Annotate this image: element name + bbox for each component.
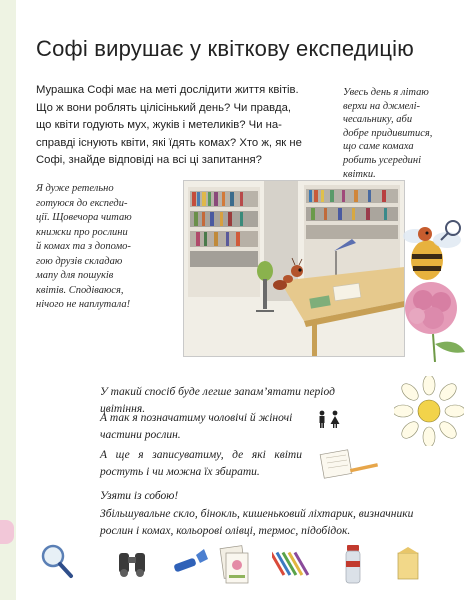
ant-note-line: й комах та з допомо- bbox=[36, 241, 131, 252]
clover-flower bbox=[405, 282, 465, 362]
take-along-list: Збільшувальне скло, бінокль, кишеньковий ліхтарик, визначники рослин і комах, кольорові олівці, термос, підобідок. bbox=[100, 508, 414, 537]
left-page-strip bbox=[0, 0, 16, 600]
flashlight-icon bbox=[170, 543, 210, 584]
notebook-pencil bbox=[318, 446, 380, 482]
magnifier-icon bbox=[40, 543, 74, 584]
ant-note-line: квітів. Сподіваюся, bbox=[36, 284, 124, 296]
bee-note bbox=[343, 86, 457, 181]
bee-note-line: верхи на джмелі- bbox=[343, 100, 421, 112]
lunchbox-icon bbox=[392, 543, 424, 588]
ant-note-line: ції. Щовечора читаю bbox=[36, 212, 132, 223]
binoculars-icon bbox=[114, 543, 150, 584]
page-title: Софі вирушає у квіткову експедицію bbox=[36, 36, 414, 61]
ant-note-line: нічого не наплутала! bbox=[36, 299, 131, 310]
library-illustration bbox=[183, 180, 405, 357]
ant-note-line: гою друзів складаю bbox=[36, 255, 123, 267]
intro-paragraph bbox=[36, 82, 321, 170]
flower-edge-mark bbox=[0, 520, 14, 544]
calendar-instruction: У такий спосіб буде легше запам’ятати період цвітіння. bbox=[100, 386, 335, 415]
intro-line: Мурашка Софі має на меті дослідити життя квітів. bbox=[36, 84, 299, 96]
flowering-calendar-icon bbox=[394, 376, 464, 451]
colored-pencils-icon bbox=[272, 543, 318, 590]
ant-note-line: мапу для пошуків bbox=[36, 270, 114, 281]
intro-line: справді існують квіти, які їдять комах? Хто ж, як не bbox=[36, 136, 302, 149]
bee-note-line: чесальнику, аби bbox=[343, 114, 413, 126]
intro-line: Софі, знайде відповіді на всі ці запитання? bbox=[36, 154, 262, 166]
intro-line: що квіти годують мух, жуків і метеликів? Чи на- bbox=[36, 119, 282, 131]
bee-flower-scene bbox=[395, 212, 471, 362]
guidebooks-icon bbox=[214, 543, 254, 590]
bee-note-line: робить усередині bbox=[343, 154, 422, 166]
library-scene bbox=[184, 181, 404, 356]
male-female-icon bbox=[316, 410, 342, 433]
bee-note-line: добре придивитися, bbox=[343, 127, 433, 139]
take-along-title: Узяти із собою! bbox=[100, 490, 179, 502]
notebook-pencil-icon bbox=[318, 446, 380, 487]
bookshelf-right bbox=[306, 189, 398, 239]
gender-symbols bbox=[316, 410, 342, 428]
thermos-icon bbox=[342, 543, 364, 592]
intro-line: Що ж вони роблять цілісінький день? Чи правда, bbox=[36, 101, 292, 114]
bee-note-line: Увесь день я літаю bbox=[343, 87, 429, 98]
ant-note bbox=[36, 182, 176, 313]
ant-note-line: Я дуже ретельно bbox=[36, 183, 114, 194]
bee-note-line: що саме комаха bbox=[343, 141, 414, 153]
location-instruction: А ще я записуватиму, де які квіти ростуть і чи можна їх збирати. bbox=[100, 449, 302, 478]
equipment-row bbox=[36, 543, 456, 593]
bee-flower-illustration bbox=[395, 212, 471, 362]
calendar-wheel bbox=[394, 376, 464, 446]
ant-note-line: книжки про рослини bbox=[36, 226, 128, 238]
ant-note-line: готуюся до експеди- bbox=[36, 197, 128, 209]
bee-note-line: квітки. bbox=[343, 168, 376, 180]
gender-instruction: А так я позначатиму чоловічі й жіночі частини рослин. bbox=[100, 412, 293, 441]
